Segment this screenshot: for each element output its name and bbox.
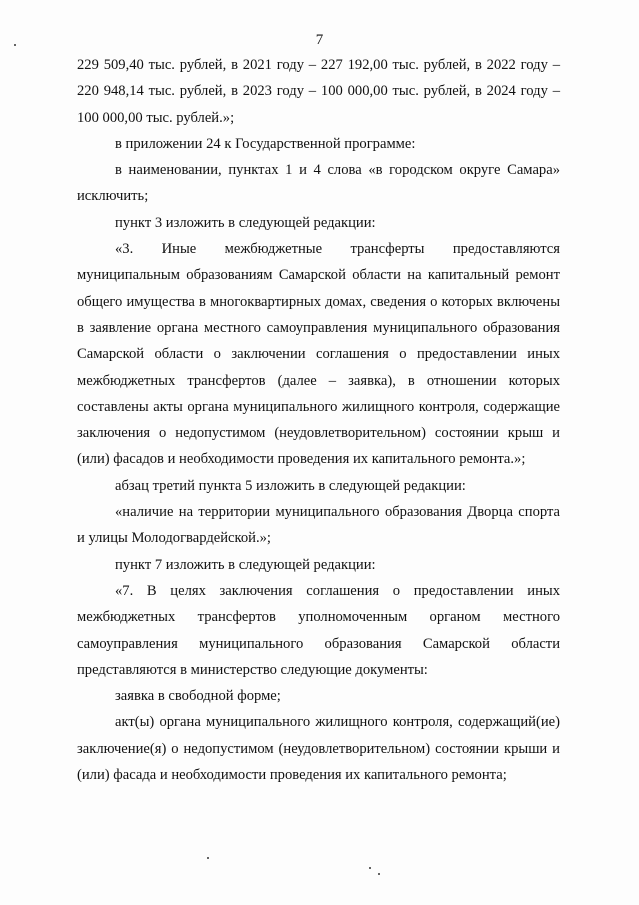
paragraph-point-5-text: «наличие на территории муниципального образования Дворца спорта и улицы Молодогвардейской.»; bbox=[77, 504, 560, 547]
document-body bbox=[77, 52, 560, 788]
paragraph-point-7-intro: пункт 7 изложить в следующей редакции: bbox=[115, 556, 376, 573]
paragraph-point-3-intro: пункт 3 изложить в следующей редакции: bbox=[115, 214, 376, 231]
scan-speck bbox=[207, 857, 209, 859]
paragraph-point-5-intro: абзац третий пункта 5 изложить в следующей редакции: bbox=[115, 477, 466, 494]
paragraph-point-3-text: «3. Иные межбюджетные трансферты предоставляются муниципальным образованиям Самарской области на капитальный ремонт общего имущества в многоквартирных домах, сведения о которых включены в заявление органа местного самоуправления муниципального образования Самарской области о заключении соглашения о предоставлении иных межбюджетных трансфертов (далее – заявка), в отношении которых составлены акты органа муниципального жилищного контроля, содержащие заключения о недопустимом (неудовлетворительном) состоянии крыш и (или) фасадов и необходимости проведения их капитального ремонта.»; bbox=[77, 241, 560, 468]
paragraph-budget-amounts: 229 509,40 тыс. рублей, в 2021 году – 227 192,00 тыс. рублей, в 2022 году – 220 948,14 тыс. рублей, в 2023 году – 100 000,00 тыс. рублей, в 2024 году – 100 000,00 тыс. рублей.»; bbox=[77, 57, 560, 126]
paragraph-name-change: в наименовании, пунктах 1 и 4 слова «в городском округе Самара» исключить; bbox=[77, 162, 560, 205]
scan-speck bbox=[369, 867, 371, 869]
scan-speck bbox=[14, 44, 16, 46]
paragraph-point-7-text: «7. В целях заключения соглашения о предоставлении иных межбюджетных трансфертов уполномоченным органом местного самоуправления муниципального образования Самарской области представляются в министерство следующие документы: bbox=[77, 582, 560, 678]
paragraph-appendix-24: в приложении 24 к Государственной программе: bbox=[115, 135, 416, 152]
page-number: 7 bbox=[315, 32, 324, 48]
paragraph-application-form: заявка в свободной форме; bbox=[115, 688, 281, 705]
scan-speck bbox=[378, 873, 380, 875]
paragraph-control-acts: акт(ы) органа муниципального жилищного контроля, содержащий(ие) заключение(я) о недопустимом (неудовлетворительном) состоянии крыши и (или) фасада и необходимости проведения их капитального ремонта; bbox=[77, 714, 560, 784]
